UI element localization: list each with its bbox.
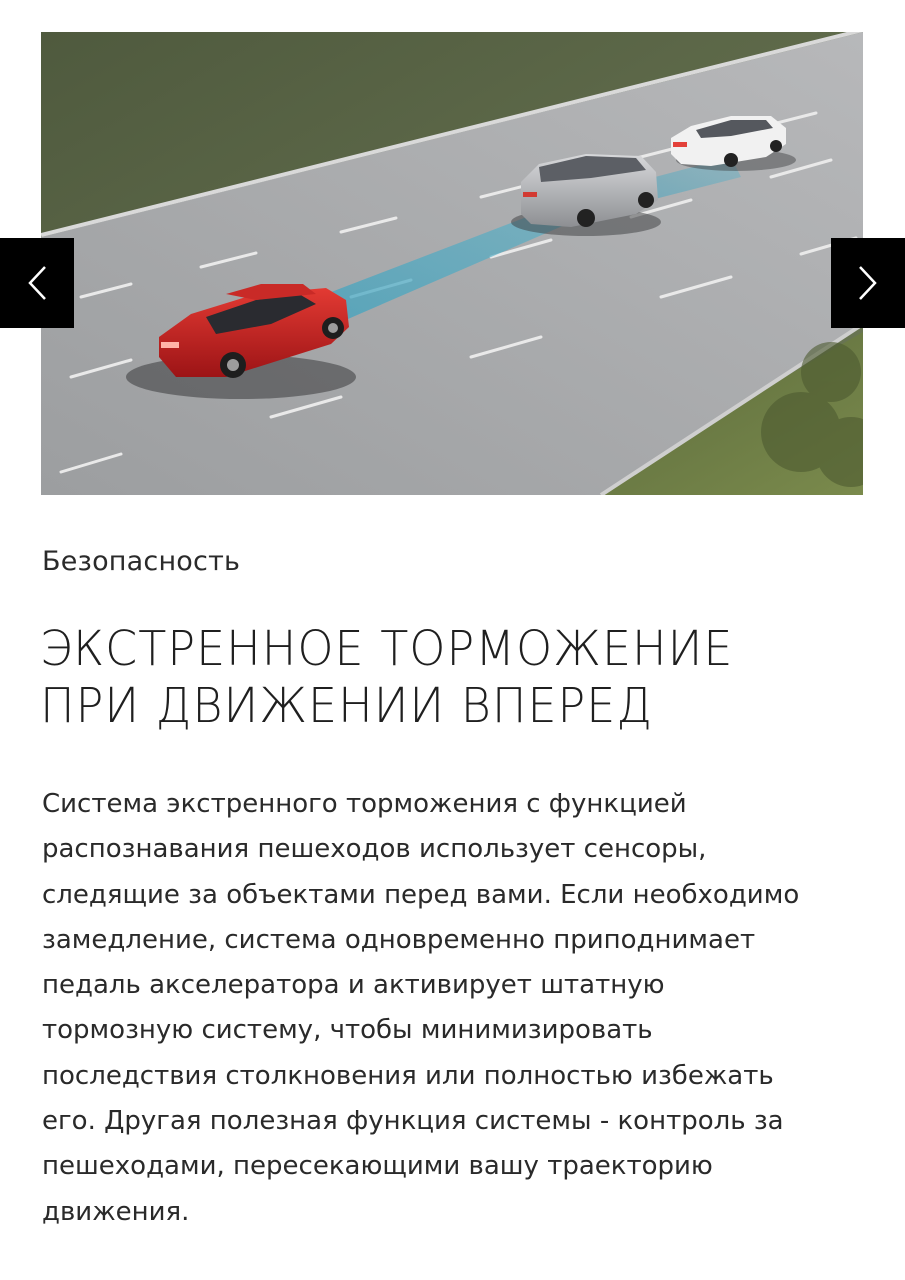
chevron-left-icon [25, 263, 49, 303]
carousel-prev-button[interactable] [0, 238, 74, 328]
feature-title [40, 620, 870, 733]
carousel-next-button[interactable] [831, 238, 905, 328]
feature-title-line: ПРИ ДВИЖЕНИИ ВПЕРЕД [40, 676, 654, 734]
description-line: Система экстренного торможения с функцией [42, 789, 687, 819]
feature-title-line: ЭКСТРЕННОЕ ТОРМОЖЕНИЕ [40, 620, 734, 677]
description-line: замедление, система одновременно приподнимает [42, 924, 756, 955]
section-category: Безопасность [42, 546, 241, 577]
chevron-right-icon [856, 263, 880, 303]
description-line: пешеходами, пересекающими вашу траекторию [42, 1151, 713, 1182]
carousel-image [41, 32, 863, 495]
description-line: тормозную систему, чтобы минимизировать [42, 1015, 653, 1046]
description-line: последствия столкновения или полностью избежать [42, 1060, 774, 1091]
description-line: движения. [42, 1196, 190, 1227]
description-line: распознавания пешеходов использует сенсоры, [42, 834, 707, 865]
description-line: педаль акселератора и активирует штатную [42, 970, 665, 1001]
image-carousel [0, 0, 905, 500]
feature-description [42, 782, 872, 1235]
description-line: его. Другая полезная функция системы - контроль за [42, 1106, 784, 1137]
description-line: следящие за объектами перед вами. Если необходимо [42, 879, 800, 910]
